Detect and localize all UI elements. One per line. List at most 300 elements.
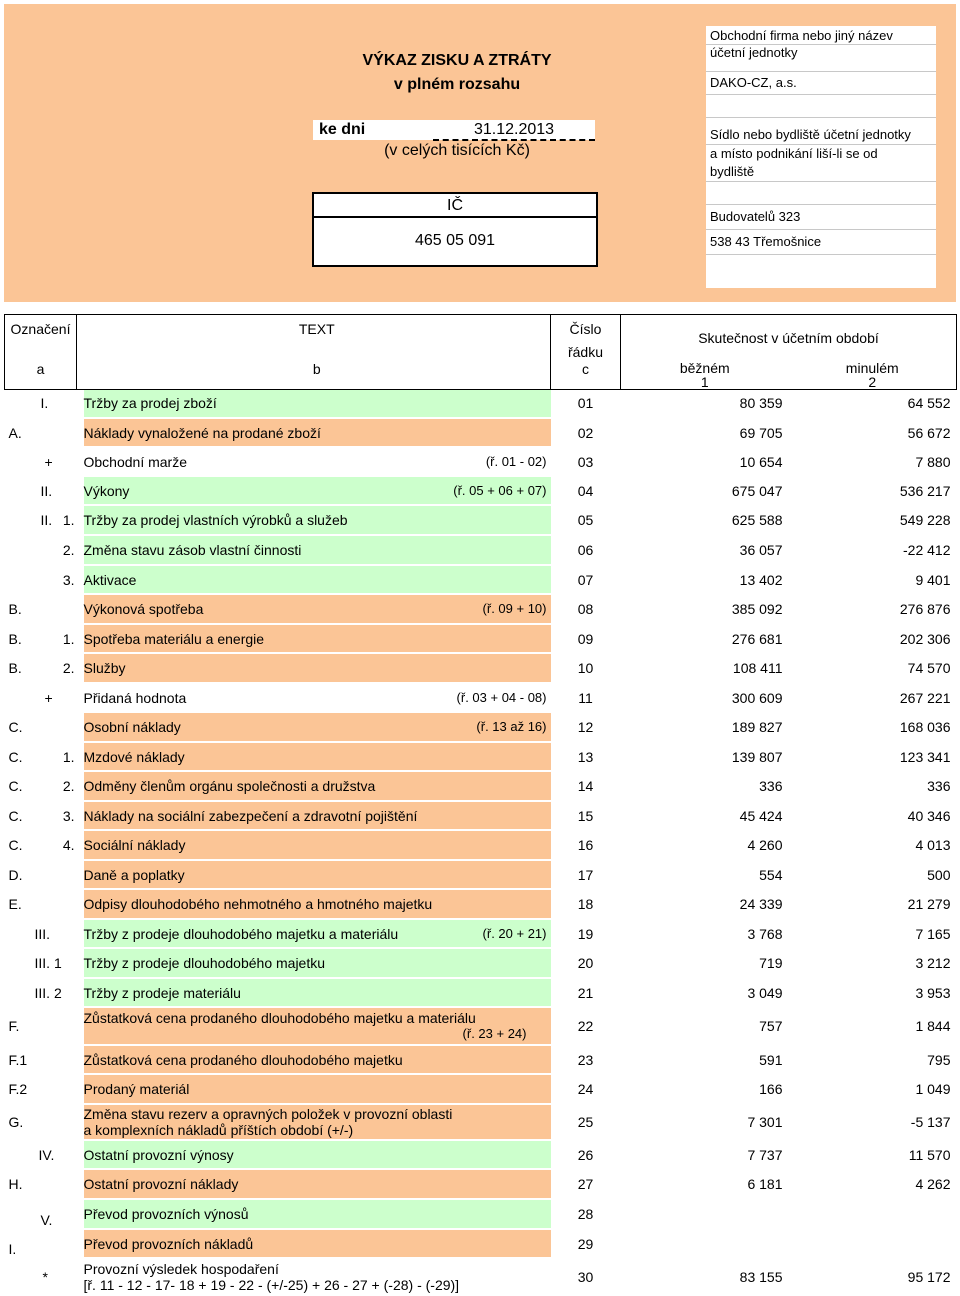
row-mark: F. <box>5 1007 35 1045</box>
row-text: Přidaná hodnota <box>83 689 187 706</box>
row-line-number: 30 <box>551 1258 621 1295</box>
row-value-previous: 549 228 <box>789 505 957 535</box>
row-mark: E. <box>5 889 35 919</box>
row-value-previous: 9 401 <box>789 565 957 594</box>
table-header-row-1 <box>5 315 957 343</box>
row-mark: G. <box>5 1104 35 1140</box>
row-text: Výkony <box>83 482 130 499</box>
row-spacer <box>77 653 84 683</box>
row-submark <box>35 594 77 624</box>
col-header-c: c <box>551 361 621 390</box>
address-street: Budovatelů 323 <box>706 205 936 230</box>
row-formula: (ř. 01 - 02) <box>485 453 547 469</box>
row-line-number: 10 <box>551 653 621 683</box>
row-text: Provozní výsledek hospodaření <box>83 1260 279 1277</box>
firm-box <box>706 26 936 288</box>
row-submark: 2. <box>35 535 77 565</box>
row-value-current: 675 047 <box>621 476 789 505</box>
row-value-previous: 56 672 <box>789 418 957 447</box>
row-value-previous: 21 279 <box>789 889 957 919</box>
table-row <box>5 919 957 948</box>
row-line-number: 29 <box>551 1229 621 1258</box>
row-value-current: 625 588 <box>621 505 789 535</box>
col-header-a: a <box>5 361 77 390</box>
table-row <box>5 742 957 771</box>
row-text-cell <box>84 683 551 712</box>
row-text: Tržby z prodeje dlouhodobého majetku <box>83 955 326 971</box>
row-spacer <box>77 1258 84 1295</box>
row-line-number: 11 <box>551 683 621 712</box>
row-spacer <box>77 389 84 418</box>
table-row <box>5 771 957 801</box>
row-mark <box>5 565 35 594</box>
row-spacer <box>77 535 84 565</box>
row-value-current: 719 <box>621 948 789 978</box>
row-submark <box>35 860 77 889</box>
row-text: Změna stavu rezerv a opravných položek v provozní oblasti <box>83 1106 453 1122</box>
row-text: Zůstatková cena prodaného dlouhodobého majetku a materiálu <box>83 1010 476 1026</box>
row-value-current: 3 768 <box>621 919 789 948</box>
row-text: Tržby za prodej vlastních výrobků a služeb <box>83 512 348 528</box>
row-value-previous: 1 844 <box>789 1007 957 1045</box>
row-formula: (ř. 05 + 06 + 07) <box>453 482 547 498</box>
row-spacer <box>77 505 84 535</box>
table-row <box>5 712 957 742</box>
row-value-current: 10 654 <box>621 447 789 476</box>
row-mark: D. <box>5 860 35 889</box>
row-mark: C. <box>5 801 35 830</box>
col-header-previous <box>789 361 957 390</box>
row-value-current: 3 049 <box>621 978 789 1007</box>
row-submark: 2. <box>35 771 77 801</box>
row-value-current <box>621 1229 789 1258</box>
row-text-cell <box>84 978 551 1007</box>
row-value-previous: 168 036 <box>789 712 957 742</box>
row-value-current: 757 <box>621 1007 789 1045</box>
row-value-current: 24 339 <box>621 889 789 919</box>
row-line-number: 01 <box>551 389 621 418</box>
row-submark: 3. <box>35 565 77 594</box>
row-mark: C. <box>5 742 35 771</box>
row-spacer <box>77 712 84 742</box>
ic-box <box>312 192 598 267</box>
row-value-current: 7 737 <box>621 1140 789 1169</box>
table-row <box>5 1007 957 1045</box>
row-value-current: 554 <box>621 860 789 889</box>
row-line-number: 16 <box>551 830 621 860</box>
row-submark <box>35 1169 77 1199</box>
row-text-cell <box>84 1169 551 1199</box>
row-line-number: 05 <box>551 505 621 535</box>
row-submark: 1. <box>35 742 77 771</box>
table-row <box>5 624 957 653</box>
income-statement-table <box>4 314 957 1296</box>
row-text-cell <box>84 1104 551 1140</box>
row-value-current: 591 <box>621 1045 789 1074</box>
table-row <box>5 1104 957 1140</box>
row-mark: III. <box>5 919 35 948</box>
row-text: Převod provozních nákladů <box>83 1235 254 1252</box>
row-mark: II. <box>5 476 35 505</box>
table-body <box>5 315 957 1296</box>
col-header-oznaceni: Označení <box>5 315 77 343</box>
row-submark <box>35 712 77 742</box>
row-text-line2: a komplexních nákladů příštích období (+/-) <box>83 1122 354 1138</box>
col-header-b: b <box>84 361 551 390</box>
row-value-previous: 95 172 <box>789 1258 957 1295</box>
row-submark <box>35 683 77 712</box>
row-value-previous: 795 <box>789 1045 957 1074</box>
row-line-number: 26 <box>551 1140 621 1169</box>
row-text-cell <box>84 418 551 447</box>
row-value-previous: 40 346 <box>789 801 957 830</box>
row-value-previous <box>789 1199 957 1229</box>
row-line-number: 13 <box>551 742 621 771</box>
row-value-previous: 1 049 <box>789 1074 957 1104</box>
col-header-minule: minulém <box>845 359 899 376</box>
col-header-cislo: Číslo <box>551 315 621 343</box>
row-text: Daně a poplatky <box>83 866 185 883</box>
row-line-number: 27 <box>551 1169 621 1199</box>
row-text-cell <box>84 476 551 505</box>
row-value-previous: -22 412 <box>789 535 957 565</box>
row-submark: 1. <box>35 624 77 653</box>
row-line-number: 19 <box>551 919 621 948</box>
ic-value: 465 05 091 <box>414 232 496 249</box>
row-line-number: 17 <box>551 860 621 889</box>
firm-label-2: účetní jednotky <box>706 45 936 72</box>
row-spacer <box>77 1140 84 1169</box>
row-spacer <box>77 801 84 830</box>
row-text: Náklady vynaložené na prodané zboží <box>83 424 321 441</box>
row-spacer <box>77 742 84 771</box>
row-text-cell <box>84 535 551 565</box>
row-value-current: 36 057 <box>621 535 789 565</box>
row-formula: (ř. 23 + 24) <box>462 1026 527 1041</box>
row-text: Osobní náklady <box>83 719 181 735</box>
row-text: Spotřeba materiálu a energie <box>83 630 265 647</box>
row-text-cell <box>84 860 551 889</box>
row-value-previous: 7 880 <box>789 447 957 476</box>
seat-label-2: a místo podnikání liší-li se od <box>710 146 878 161</box>
firm-name: DAKO-CZ, a.s. <box>706 72 936 95</box>
row-value-previous: 11 570 <box>789 1140 957 1169</box>
report-title: VÝKAZ ZISKU A ZTRÁTY <box>362 52 552 69</box>
table-row <box>5 889 957 919</box>
row-submark <box>35 889 77 919</box>
row-value-current: 189 827 <box>621 712 789 742</box>
report-subtitle: v plném rozsahu <box>393 76 521 93</box>
row-value-current: 108 411 <box>621 653 789 683</box>
row-value-previous: 4 013 <box>789 830 957 860</box>
firm-blank-line <box>706 95 936 118</box>
row-mark: II. <box>5 505 35 535</box>
row-submark <box>35 1229 77 1258</box>
row-text-cell <box>84 1045 551 1074</box>
firm-label: Obchodní firma nebo jiný název <box>706 26 936 45</box>
row-text: Výkonová spotřeba <box>83 601 204 617</box>
row-formula: (ř. 20 + 21) <box>482 925 547 941</box>
row-submark <box>35 1104 77 1140</box>
row-value-previous: 4 262 <box>789 1169 957 1199</box>
row-mark: C. <box>5 830 35 860</box>
row-text: Odměny členům orgánu společnosti a družstva <box>83 778 376 794</box>
row-text-cell <box>84 830 551 860</box>
row-line-number: 09 <box>551 624 621 653</box>
row-text-cell <box>84 801 551 830</box>
row-text-cell <box>84 1258 551 1295</box>
row-text: Změna stavu zásob vlastní činnosti <box>83 542 302 558</box>
row-text: Služby <box>83 660 126 676</box>
row-spacer <box>77 1007 84 1045</box>
table-row <box>5 594 957 624</box>
table-row <box>5 948 957 978</box>
row-line-number: 25 <box>551 1104 621 1140</box>
row-line-number: 21 <box>551 978 621 1007</box>
table-row <box>5 801 957 830</box>
address-city: 538 43 Třemošnice <box>706 230 936 255</box>
row-line-number: 14 <box>551 771 621 801</box>
row-value-current: 336 <box>621 771 789 801</box>
table-row <box>5 1258 957 1295</box>
row-formula: (ř. 13 až 16) <box>476 719 547 734</box>
row-line-number: 12 <box>551 712 621 742</box>
table-row <box>5 535 957 565</box>
table-row <box>5 565 957 594</box>
table-row <box>5 830 957 860</box>
table-row <box>5 1199 957 1229</box>
row-value-current: 139 807 <box>621 742 789 771</box>
seat-blank-line <box>706 182 936 205</box>
row-text-cell <box>84 1007 551 1045</box>
row-value-previous: 536 217 <box>789 476 957 505</box>
row-line-number: 22 <box>551 1007 621 1045</box>
row-submark: 4. <box>35 830 77 860</box>
row-value-previous: 500 <box>789 860 957 889</box>
table-row <box>5 1140 957 1169</box>
row-text-cell <box>84 1140 551 1169</box>
col-header-skutecnost: Skutečnost v účetním období <box>621 315 957 361</box>
row-text-cell <box>84 389 551 418</box>
row-spacer <box>77 447 84 476</box>
row-spacer <box>77 771 84 801</box>
table-header-row-3 <box>5 361 957 390</box>
row-text-cell <box>84 712 551 742</box>
row-text: Ostatní provozní náklady <box>83 1176 239 1192</box>
row-spacer <box>77 594 84 624</box>
row-text-cell <box>84 447 551 476</box>
row-spacer <box>77 948 84 978</box>
row-spacer <box>77 683 84 712</box>
row-text: Mzdové náklady <box>83 748 185 765</box>
row-submark <box>35 1007 77 1045</box>
row-spacer <box>77 418 84 447</box>
row-text: Obchodní marže <box>83 453 187 470</box>
col-header-text: TEXT <box>84 315 551 343</box>
row-text-cell <box>84 889 551 919</box>
row-submark: 2. <box>35 653 77 683</box>
row-line-number: 15 <box>551 801 621 830</box>
row-value-current: 80 359 <box>621 389 789 418</box>
row-mark: H. <box>5 1169 35 1199</box>
row-value-current: 7 301 <box>621 1104 789 1140</box>
row-text: Tržby za prodej zboží <box>83 395 217 412</box>
row-mark: + <box>5 447 35 476</box>
row-mark: V. <box>5 1199 35 1229</box>
row-formula: (ř. 09 + 10) <box>482 601 547 616</box>
row-value-current: 300 609 <box>621 683 789 712</box>
row-text-cell <box>84 1199 551 1229</box>
row-mark: III. 1 <box>5 948 35 978</box>
row-mark: B. <box>5 594 35 624</box>
row-spacer <box>77 860 84 889</box>
row-value-previous: 336 <box>789 771 957 801</box>
row-value-current: 6 181 <box>621 1169 789 1199</box>
row-spacer <box>77 624 84 653</box>
row-spacer <box>77 565 84 594</box>
table-row <box>5 860 957 889</box>
row-text-cell <box>84 742 551 771</box>
row-text: Prodaný materiál <box>83 1081 190 1097</box>
row-spacer <box>77 830 84 860</box>
row-line-number: 18 <box>551 889 621 919</box>
row-submark <box>35 1258 77 1295</box>
row-line-number: 07 <box>551 565 621 594</box>
row-text: Odpisy dlouhodobého nehmotného a hmotného majetku <box>83 896 433 912</box>
row-line-number: 06 <box>551 535 621 565</box>
row-value-current: 276 681 <box>621 624 789 653</box>
row-spacer <box>77 889 84 919</box>
date-label: ke dni <box>319 121 366 138</box>
row-mark <box>5 535 35 565</box>
col-header-radku: řádku <box>551 343 621 361</box>
ic-label: IČ <box>314 194 596 218</box>
row-mark: C. <box>5 771 35 801</box>
row-mark: B. <box>5 624 35 653</box>
row-spacer <box>77 978 84 1007</box>
table-row <box>5 1074 957 1104</box>
row-spacer <box>77 1199 84 1229</box>
row-mark: B. <box>5 653 35 683</box>
table-row <box>5 447 957 476</box>
date-value: 31.12.2013 <box>433 121 595 141</box>
row-value-current: 83 155 <box>621 1258 789 1295</box>
row-spacer <box>77 476 84 505</box>
table-row <box>5 418 957 447</box>
table-row <box>5 1229 957 1258</box>
seat-label: Sídlo nebo bydliště účetní jednotky <box>706 118 936 145</box>
row-mark: I. <box>5 389 35 418</box>
table-row <box>5 1045 957 1074</box>
row-line-number: 24 <box>551 1074 621 1104</box>
row-text: Sociální náklady <box>83 837 186 853</box>
row-mark: F.1 <box>5 1045 35 1074</box>
row-value-current: 4 260 <box>621 830 789 860</box>
row-text: Převod provozních výnosů <box>83 1206 249 1222</box>
row-value-previous <box>789 1229 957 1258</box>
row-mark: IV. <box>5 1140 35 1169</box>
row-text: Ostatní provozní výnosy <box>83 1146 234 1163</box>
col-header-2: 2 <box>868 373 877 390</box>
row-submark <box>35 1045 77 1074</box>
row-text-cell <box>84 1074 551 1104</box>
row-mark: F.2 <box>5 1074 35 1104</box>
row-spacer <box>77 1229 84 1258</box>
seat-label-3: bydliště <box>706 163 936 182</box>
row-text-cell <box>84 565 551 594</box>
row-mark: III. 2 <box>5 978 35 1007</box>
row-mark: C. <box>5 712 35 742</box>
col-header-current <box>621 361 789 390</box>
row-value-previous: 276 876 <box>789 594 957 624</box>
row-text-cell <box>84 1229 551 1258</box>
row-value-current: 69 705 <box>621 418 789 447</box>
row-text-cell <box>84 505 551 535</box>
table-row <box>5 476 957 505</box>
row-line-number: 04 <box>551 476 621 505</box>
table-row <box>5 505 957 535</box>
report-header <box>4 4 956 302</box>
row-submark: 1. <box>35 505 77 535</box>
table-row <box>5 978 957 1007</box>
row-value-previous: 3 212 <box>789 948 957 978</box>
row-line-number: 02 <box>551 418 621 447</box>
table-row <box>5 389 957 418</box>
row-submark: 3. <box>35 801 77 830</box>
row-text-cell <box>84 653 551 683</box>
row-line-number: 08 <box>551 594 621 624</box>
table-row <box>5 1169 957 1199</box>
row-text-cell <box>84 771 551 801</box>
row-text-cell <box>84 948 551 978</box>
row-spacer <box>77 919 84 948</box>
row-value-current <box>621 1199 789 1229</box>
row-value-current: 166 <box>621 1074 789 1104</box>
row-text: Aktivace <box>83 571 137 588</box>
row-spacer <box>77 1074 84 1104</box>
row-spacer <box>77 1169 84 1199</box>
row-line-number: 20 <box>551 948 621 978</box>
row-mark: * <box>5 1258 35 1295</box>
row-value-current: 385 092 <box>621 594 789 624</box>
table-row <box>5 653 957 683</box>
row-line-number: 23 <box>551 1045 621 1074</box>
row-text-line2: [ř. 11 - 12 - 17- 18 + 19 - 22 - (+/-25) + 26 - 27 + (-28) - (-29)] <box>83 1276 460 1293</box>
unit-label: (v celých tisících Kč) <box>384 142 530 159</box>
row-line-number: 28 <box>551 1199 621 1229</box>
row-value-current: 45 424 <box>621 801 789 830</box>
table-row <box>5 683 957 712</box>
row-mark: A. <box>5 418 35 447</box>
row-submark <box>35 418 77 447</box>
row-value-previous: 64 552 <box>789 389 957 418</box>
row-text-cell <box>84 624 551 653</box>
row-text: Náklady na sociální zabezpečení a zdravotní pojištění <box>83 807 418 824</box>
row-text-cell <box>84 594 551 624</box>
row-value-previous: 202 306 <box>789 624 957 653</box>
row-value-previous: 74 570 <box>789 653 957 683</box>
row-value-previous: 7 165 <box>789 919 957 948</box>
row-value-current: 13 402 <box>621 565 789 594</box>
row-spacer <box>77 1104 84 1140</box>
row-spacer <box>77 1045 84 1074</box>
row-text: Zůstatková cena prodaného dlouhodobého majetku <box>83 1051 403 1068</box>
row-text: Tržby z prodeje dlouhodobého majetku a materiálu <box>83 925 399 942</box>
row-mark: I. <box>5 1229 35 1258</box>
row-value-previous: 3 953 <box>789 978 957 1007</box>
row-value-previous: 267 221 <box>789 683 957 712</box>
col-header-1: 1 <box>700 373 709 390</box>
